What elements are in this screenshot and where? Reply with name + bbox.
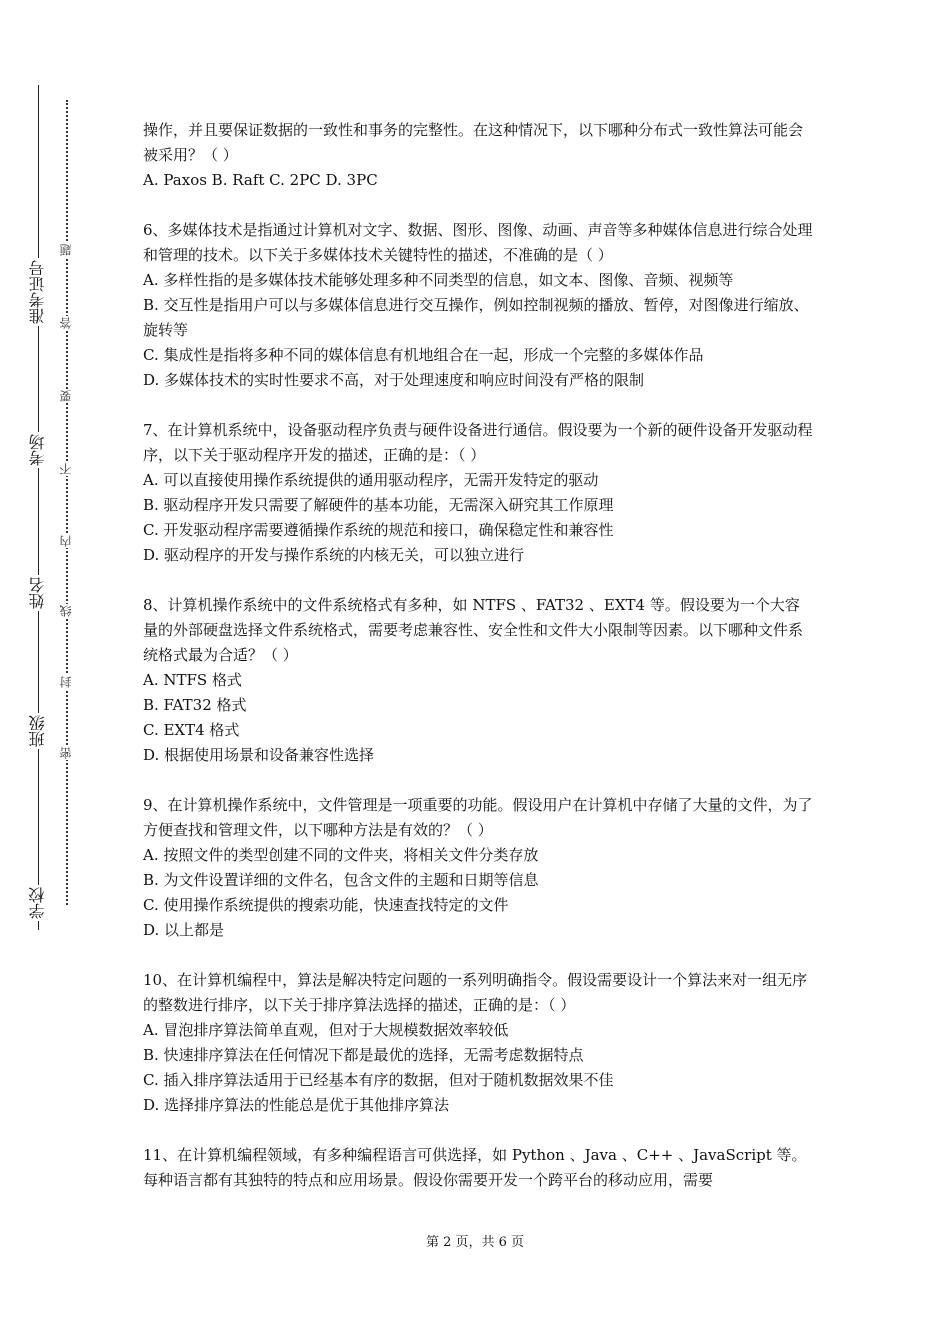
question-10	[143, 968, 813, 1118]
page-footer: 第 2 页，共 6 页	[425, 1235, 525, 1250]
question-option: C. 开发驱动程序需要遵循操作系统的规范和接口，确保稳定性和兼容性	[143, 521, 614, 539]
question-5-continued	[143, 118, 813, 193]
label-school: 学校	[22, 885, 54, 921]
label-exam-room: 考场	[22, 432, 54, 468]
seal-char-bu: 不	[59, 463, 73, 475]
question-7	[143, 418, 813, 568]
question-option: B. 快速排序算法在任何情况下都是最优的选择，无需考虑数据特点	[143, 1046, 584, 1064]
question-option: C. 插入排序算法适用于已经基本有序的数据，但对于随机数据效果不佳	[143, 1071, 614, 1089]
seal-char-xian: 线	[59, 605, 73, 617]
question-option: A. 按照文件的类型创建不同的文件夹，将相关文件分类存放	[143, 846, 539, 864]
question-option: A. 可以直接使用操作系统提供的通用驱动程序，无需开发特定的驱动	[143, 471, 599, 489]
question-stem: 操作，并且要保证数据的一致性和事务的完整性。在这种情况下，以下哪种分布式一致性算法可能会被采用？（ ）	[143, 121, 804, 164]
label-class: 班级	[22, 713, 54, 749]
question-option: A. 多样性指的是多媒体技术能够处理多种不同类型的信息，如文本、图像、音频、视频等	[143, 271, 734, 289]
seal-char-yao: 要	[59, 390, 73, 402]
question-list	[143, 118, 813, 1193]
label-name: 姓名	[22, 575, 54, 611]
question-stem: 11、在计算机编程领域，有多种编程语言可供选择，如 Python 、Java 、C++ 、JavaScript 等。每种语言都有其独特的特点和应用场景。假设你需要开发一个跨平台的移动应用，需要	[143, 1146, 807, 1189]
question-stem: 7、在计算机系统中，设备驱动程序负责与硬件设备进行通信。假设要为一个新的硬件设备开发驱动程序，以下关于驱动程序开发的描述，正确的是：（ ）	[143, 421, 813, 464]
seal-char-da: 答	[59, 317, 73, 329]
question-option: B. 驱动程序开发只需要了解硬件的基本功能，无需深入研究其工作原理	[143, 496, 614, 514]
question-option: C. 集成性是指将多种不同的媒体信息有机地组合在一起，形成一个完整的多媒体作品	[143, 346, 704, 364]
question-6	[143, 218, 813, 393]
question-option: A. NTFS 格式	[143, 671, 242, 689]
question-stem: 8、计算机操作系统中的文件系统格式有多种，如 NTFS 、FAT32 、EXT4 等。假设要为一个大容量的外部硬盘选择文件系统格式，需要考虑兼容性、安全性和文件大小限制等因素。以下哪种文件系统格式最为合适？（ ）	[143, 596, 804, 664]
question-option: C. 使用操作系统提供的搜索功能，快速查找特定的文件	[143, 896, 509, 914]
seal-char-mi: 密	[59, 747, 73, 759]
seal-dotted-line	[66, 100, 68, 905]
question-option: D. 根据使用场景和设备兼容性选择	[143, 746, 375, 764]
seal-char-ti: 题	[59, 244, 73, 256]
label-exam-number: 准考证号	[22, 258, 54, 326]
question-stem: 6、多媒体技术是指通过计算机对文字、数据、图形、图像、动画、声音等多种媒体信息进行综合处理和管理的技术。以下关于多媒体技术关键特性的描述，不准确的是（ ）	[143, 221, 813, 264]
question-option: A. 冒泡排序算法简单直观，但对于大规模数据效率较低	[143, 1021, 509, 1039]
question-option: B. 交互性是指用户可以与多媒体信息进行交互操作，例如控制视频的播放、暂停，对图像进行缩放、旋转等	[143, 296, 809, 339]
seal-char-nei: 内	[59, 535, 73, 547]
question-option: B. FAT32 格式	[143, 696, 247, 714]
binding-line	[38, 85, 39, 930]
question-option: C. EXT4 格式	[143, 721, 240, 739]
question-stem: 10、在计算机编程中，算法是解决特定问题的一系列明确指令。假设需要设计一个算法来对一组无序的整数进行排序，以下关于排序算法选择的描述，正确的是：（ ）	[143, 971, 808, 1014]
seal-char-feng: 封	[59, 676, 73, 688]
question-option: D. 选择排序算法的性能总是优于其他排序算法	[143, 1096, 450, 1114]
question-9	[143, 793, 813, 943]
question-option: D. 驱动程序的开发与操作系统的内核无关，可以独立进行	[143, 546, 525, 564]
question-option: D. 以上都是	[143, 921, 225, 939]
question-option: A. Paxos B. Raft C. 2PC D. 3PC	[143, 171, 378, 189]
question-stem: 9、在计算机操作系统中，文件管理是一项重要的功能。假设用户在计算机中存储了大量的文件，为了方便查找和管理文件，以下哪种方法是有效的？（ ）	[143, 796, 813, 839]
question-11	[143, 1143, 813, 1193]
question-option: D. 多媒体技术的实时性要求不高，对于处理速度和响应时间没有严格的限制	[143, 371, 645, 389]
question-option: B. 为文件设置详细的文件名，包含文件的主题和日期等信息	[143, 871, 539, 889]
question-8	[143, 593, 813, 768]
